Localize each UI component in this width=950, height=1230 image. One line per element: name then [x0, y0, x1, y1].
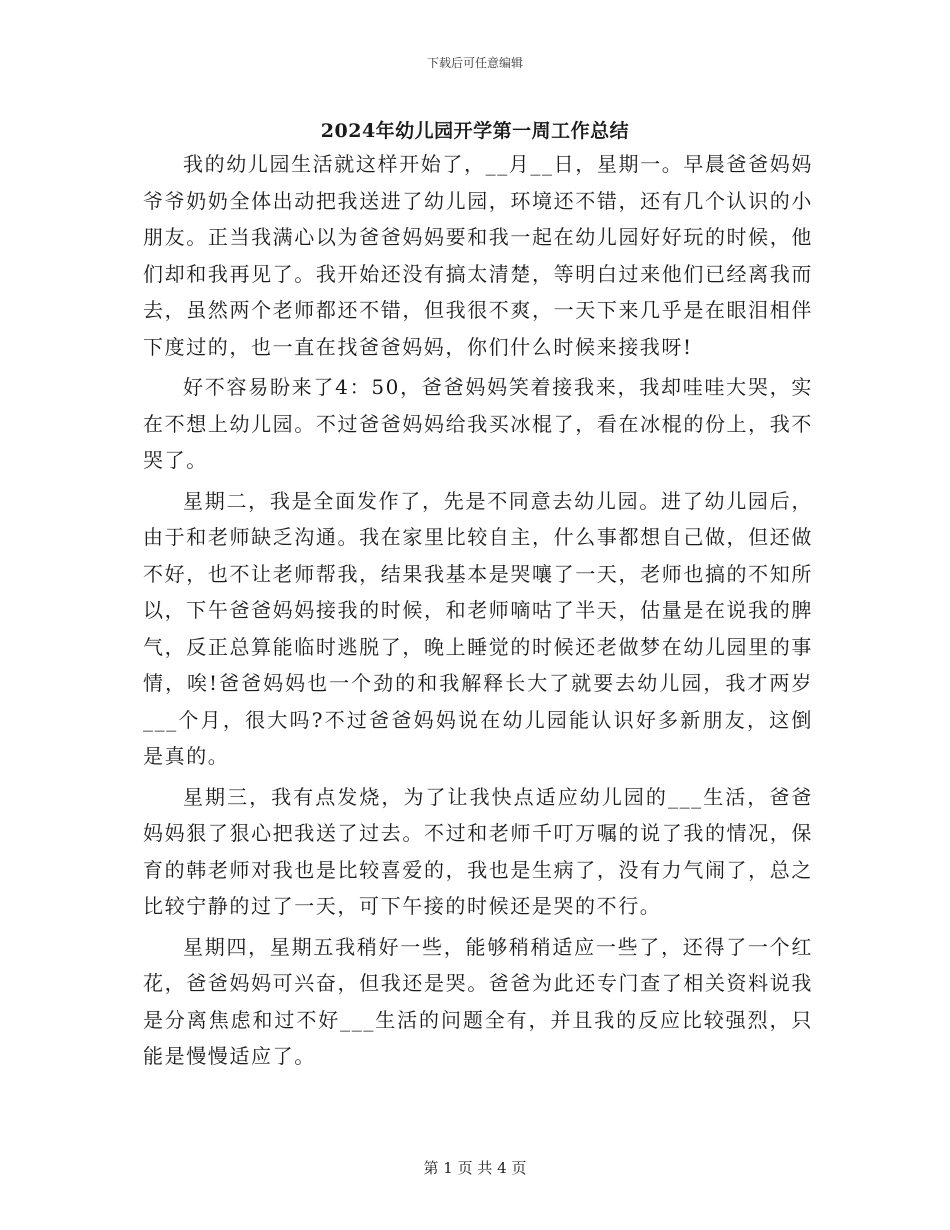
paragraph-thursday-friday: 星期四，星期五我稍好一些，能够稍稍适应一些了，还得了一个红花，爸爸妈妈可兴奋，但我还是哭。爸爸为此还专门查了相关资料说我是分离焦虑和过不好___生活的问题全有，并且我的反应比较强烈，只能是慢慢适应了。: [143, 934, 813, 1068]
document-title: 2024年幼儿园开学第一周工作总结: [320, 120, 630, 142]
paragraph-wednesday: 星期三，我有点发烧，为了让我快点适应幼儿园的___生活，爸爸妈妈狠了狠心把我送了过去。不过和老师千叮万嘱的说了我的情况，保育的韩老师对我也是比较喜爱的，我也是生病了，没有力气闹了，总之比较宁静的过了一天，可下午接的时候还是哭的不行。: [143, 784, 813, 918]
page-header-note: 下载后可任意编辑: [426, 56, 523, 70]
paragraph-monday: 我的幼儿园生活就这样开始了，__月__日，星期一。早晨爸爸妈妈爷爷奶奶全体出动把我送进了幼儿园，环境还不错，还有几个认识的小朋友。正当我满心以为爸爸妈妈要和我一起在幼儿园好好玩的时候，他们却和我再见了。我开始还没有搞太清楚，等明白过来他们已经离我而去，虽然两个老师都还不错，但我很不爽，一天下来几乎是在眼泪相伴下度过的，也一直在找爸爸妈妈，你们什么时候来接我呀!: [143, 152, 813, 359]
paragraph-tuesday: 星期二，我是全面发作了，先是不同意去幼儿园。进了幼儿园后，由于和老师缺乏沟通。我在家里比较自主，什么事都想自己做，但还做不好，也不让老师帮我，结果我基本是哭嚷了一天，老师也搞的不知所以，下午爸爸妈妈接我的时候，和老师嘀咕了半天，估量是在说我的脾气，反正总算能临时逃脱了，晚上睡觉的时候还老做梦在幼儿园里的事情，唉!爸爸妈妈也一个劲的和我解释长大了就要去幼儿园，我才两岁___个月，很大吗?不过爸爸妈妈说在幼儿园能认识好多新朋友，这倒是真的。: [143, 488, 813, 768]
document-body: [143, 146, 813, 1079]
page-number-footer: 第 1 页 共 4 页: [423, 1159, 527, 1177]
paragraph-pickup: 好不容易盼来了4：50，爸爸妈妈笑着接我来，我却哇哇大哭，实在不想上幼儿园。不过爸爸妈妈给我买冰棍了，看在冰棍的份上，我不哭了。: [143, 375, 813, 472]
